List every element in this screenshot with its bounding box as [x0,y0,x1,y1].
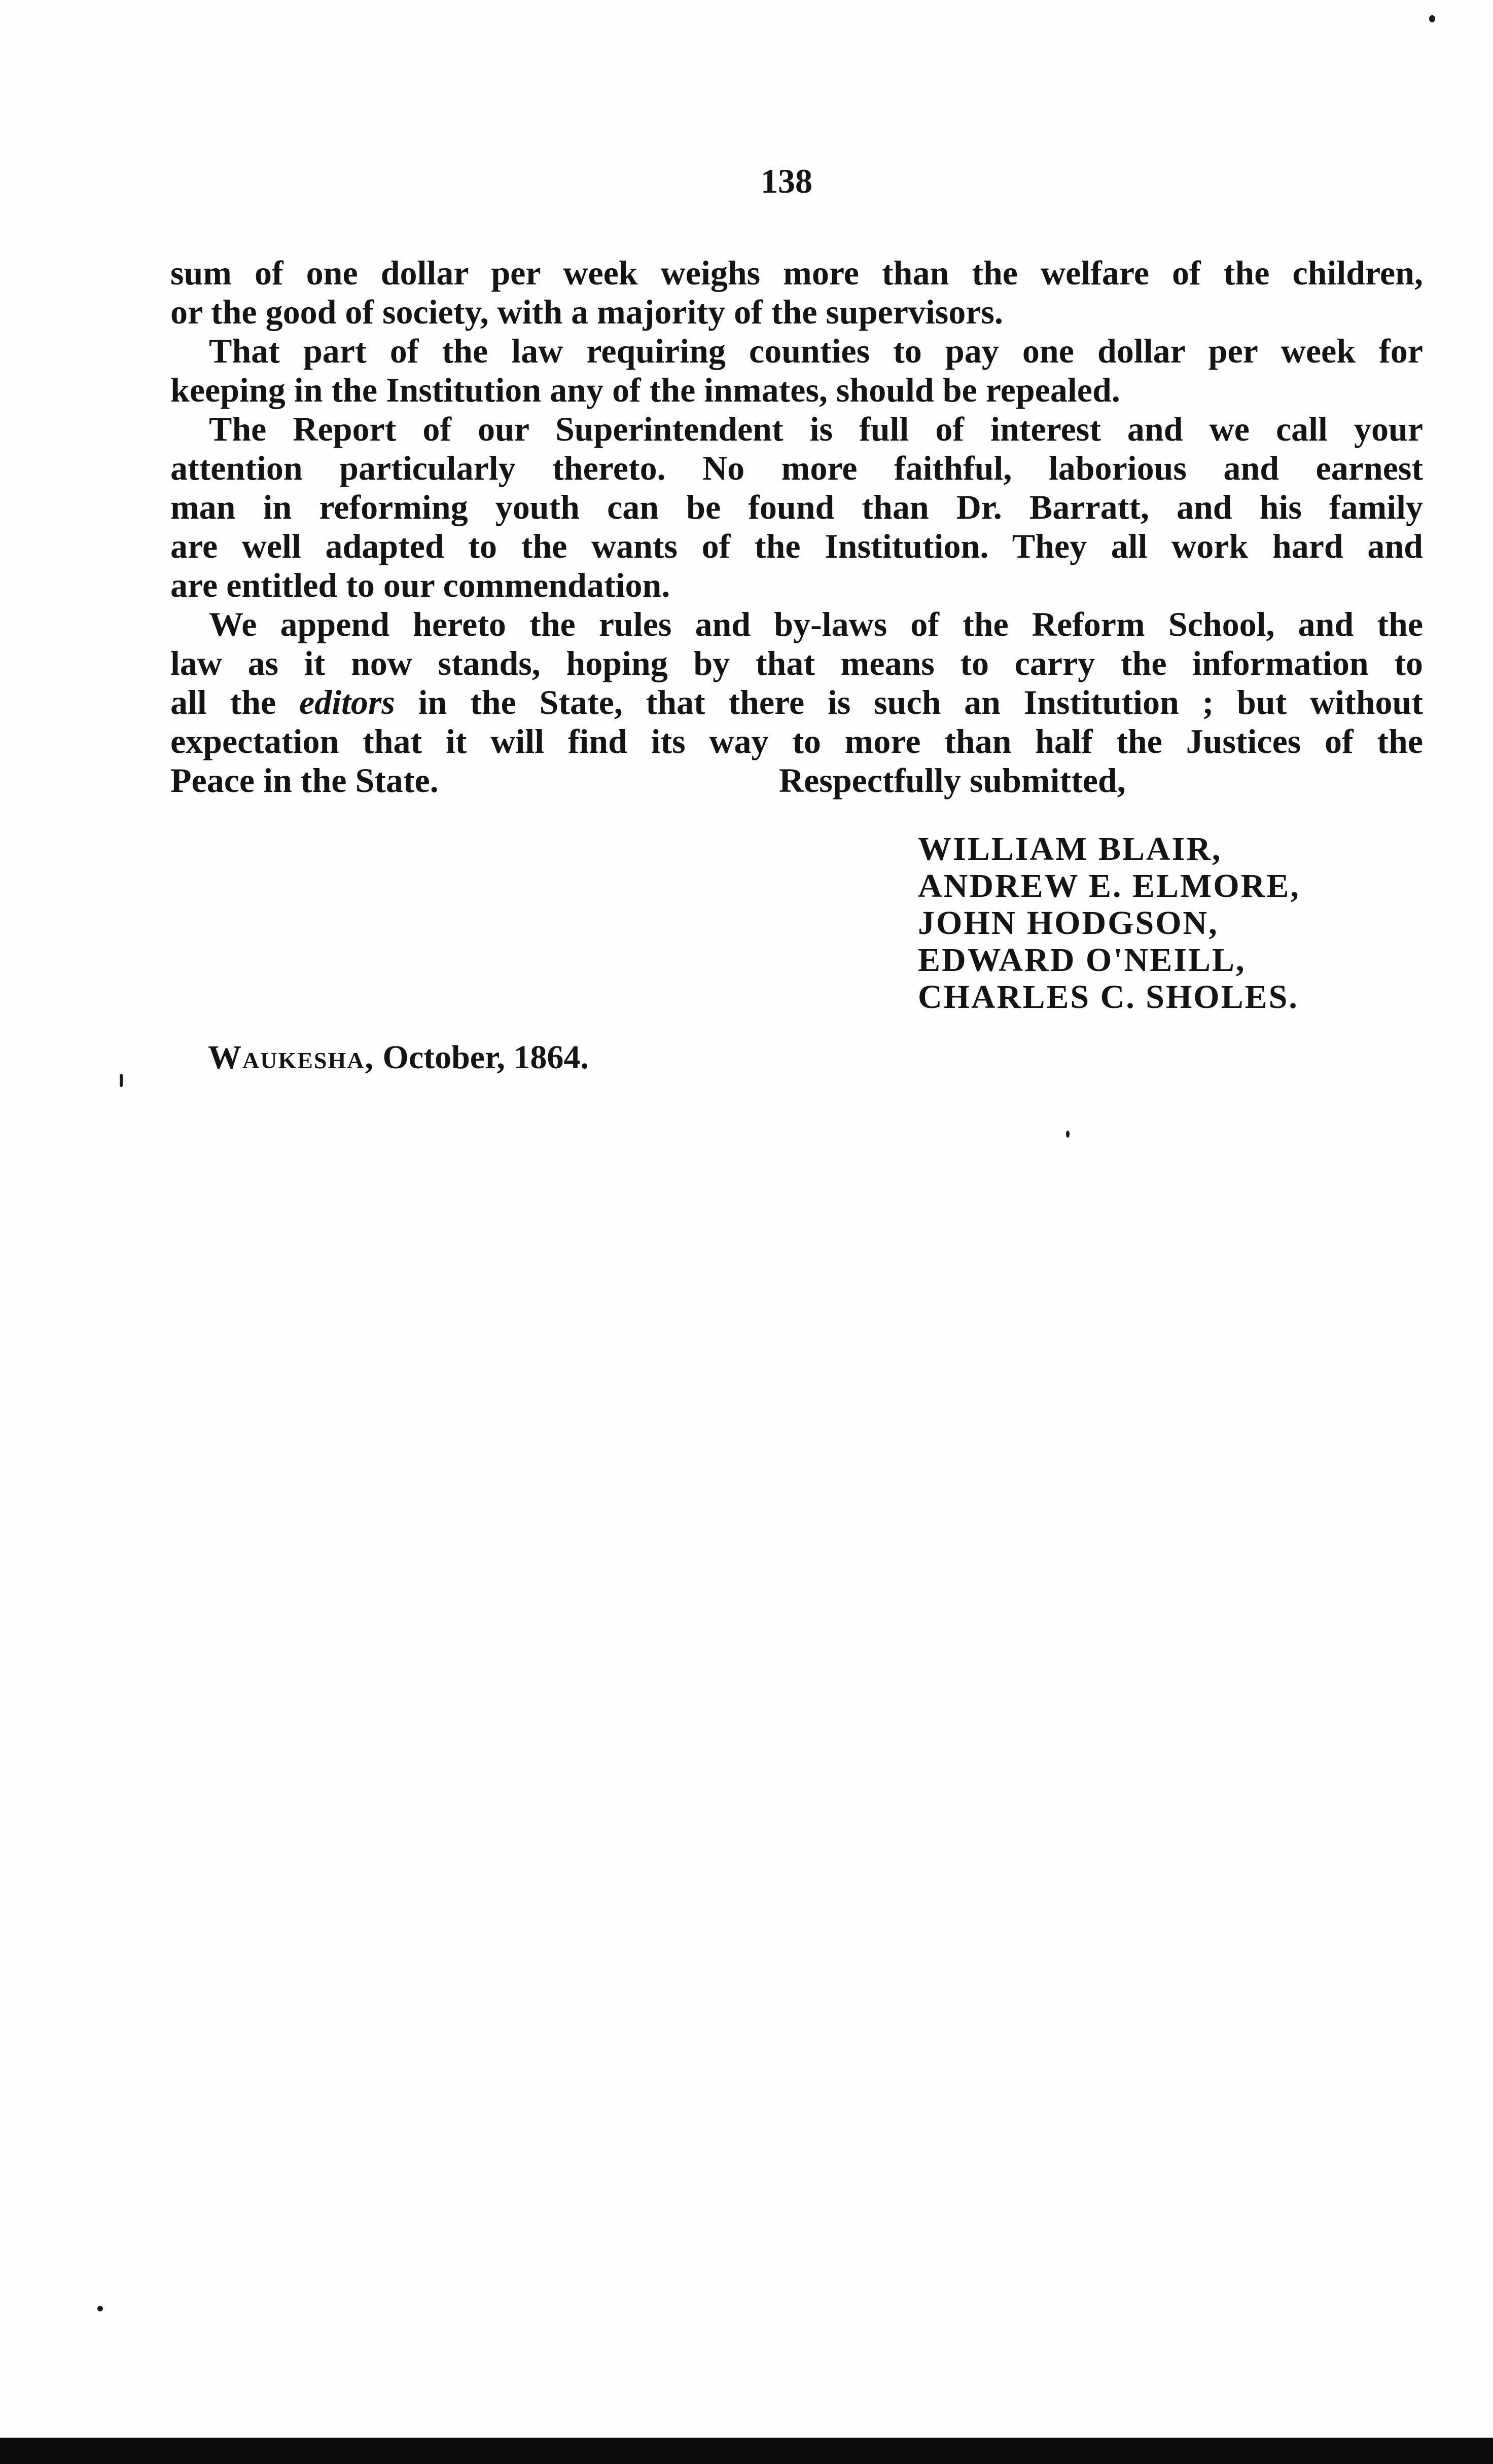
dateline-place: Waukesha, [208,1039,374,1076]
body-line: expectation that it will find its way to more than half the Justices of the [170,722,1423,760]
body-line: The Report of our Superintendent is full of interest and we call your [209,410,1423,448]
body-line: attention particularly thereto. No more faithful, laborious and earnest [170,449,1423,487]
signatory-name: ANDREW E. ELMORE, [918,867,1300,904]
signatory-list [918,830,1300,1016]
body-line: man in reforming youth can be found than Dr. Barratt, and his family [170,488,1423,526]
page-number: 138 [761,162,812,200]
body-line: are entitled to our commendation. [170,566,670,604]
signatory-name: JOHN HODGSON, [918,904,1219,941]
body-text [170,253,1423,800]
closing-text: Peace in the State. [170,761,439,800]
body-line: are well adapted to the wants of the Institution. They all work hard and [170,527,1423,565]
body-line: keeping in the Institution any of the inmates, should be repealed. [170,371,1120,409]
body-line [170,683,1423,722]
signatory-name: CHARLES C. SHOLES. [918,979,1299,1016]
italic-word: editors [299,683,395,721]
body-line: We append hereto the rules and by-laws of the Reform School, and the [209,605,1423,643]
scan-speck [1429,15,1435,22]
scan-edge-bar [0,2438,1493,2464]
scan-speck [97,2306,103,2311]
scan-speck [120,1074,123,1087]
signatory-name: WILLIAM BLAIR, [918,830,1222,867]
signatory-name: EDWARD O'NEILL, [918,941,1246,979]
dateline [208,1038,589,1077]
scan-speck [1066,1131,1070,1138]
body-line: sum of one dollar per week weighs more than the welfare of the children, [170,253,1423,292]
body-text-run: in the State, that there is such an Institution ; but without [395,683,1423,721]
body-text-run: all the [170,683,299,721]
body-line: or the good of society, with a majority of the supervisors. [170,293,1003,331]
body-line: law as it now stands, hoping by that means to carry the information to [170,644,1423,682]
closing-line [170,761,1423,800]
closing-salutation: Respectfully submitted, [779,761,1126,800]
bleed-through-texture [193,1166,1359,2281]
dateline-date: October, 1864. [374,1039,589,1076]
body-line: That part of the law requiring counties to pay one dollar per week for [209,332,1423,370]
